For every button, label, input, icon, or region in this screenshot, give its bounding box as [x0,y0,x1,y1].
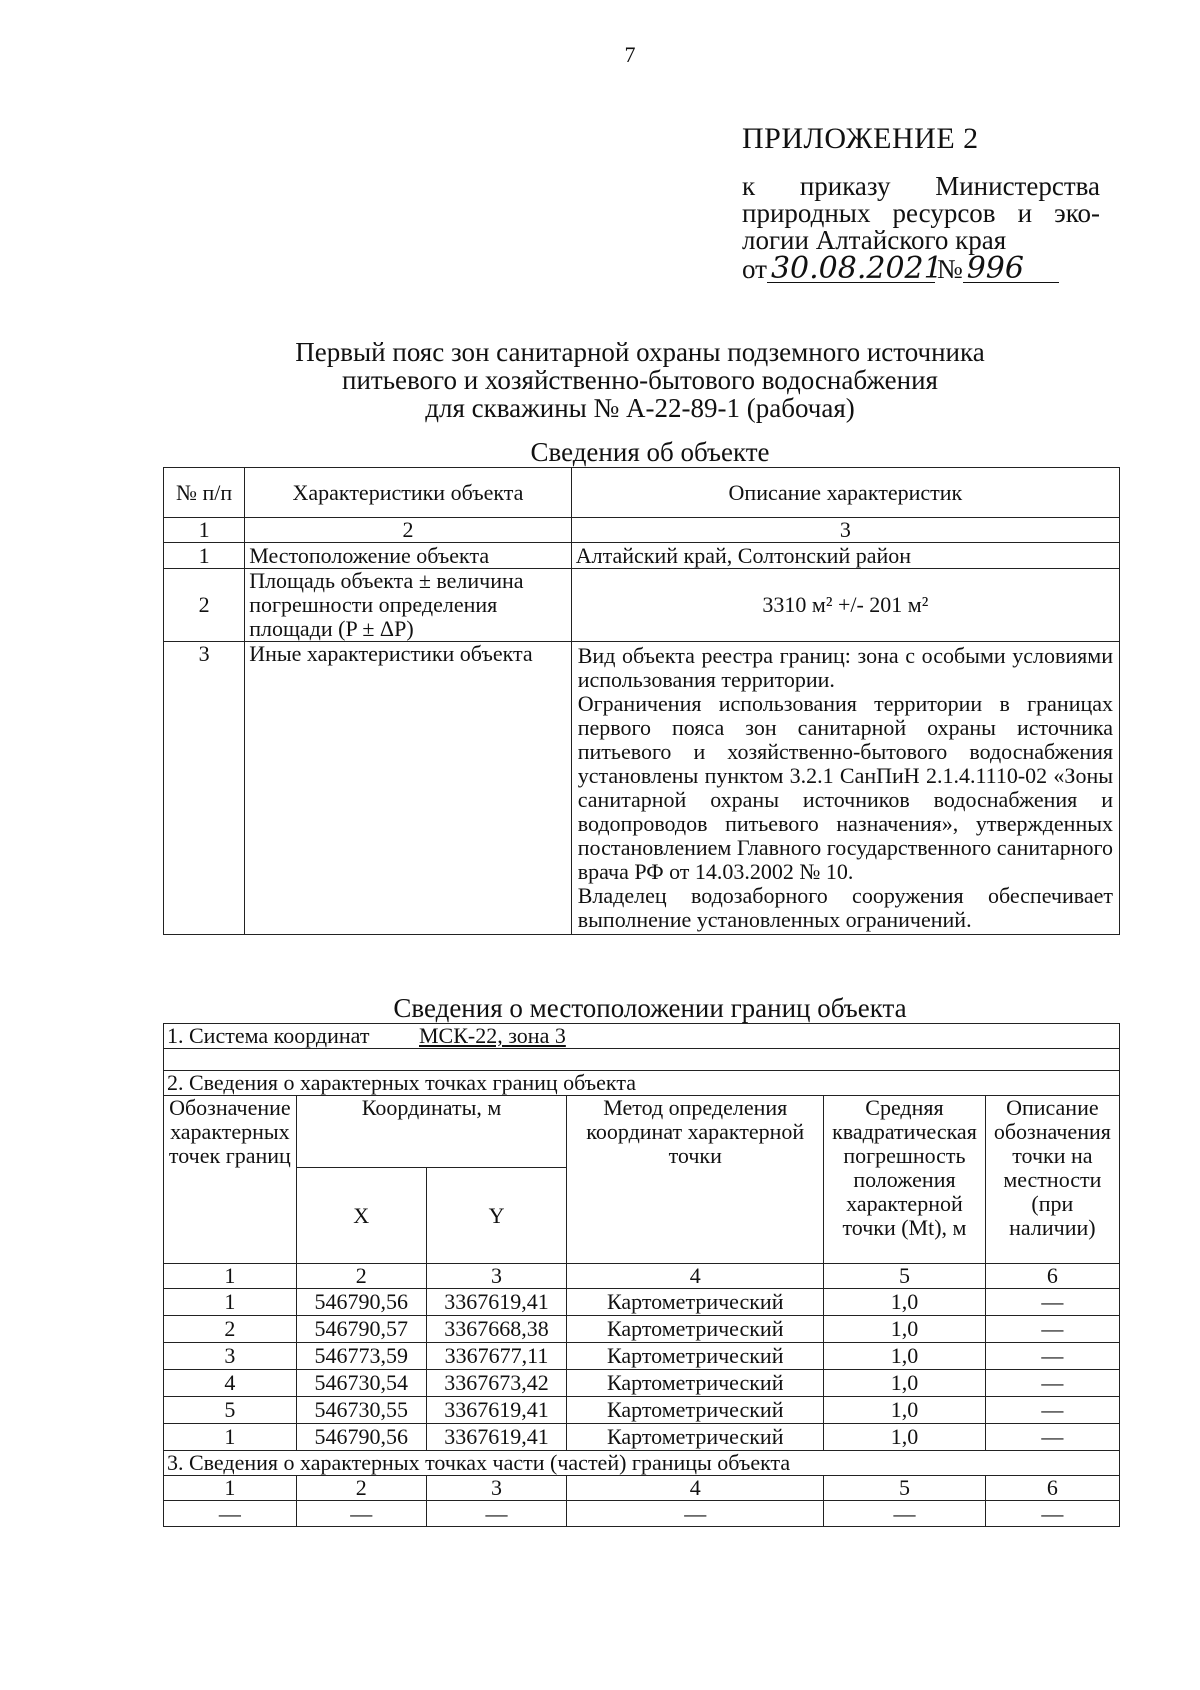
coordinate-system [164,1024,1120,1049]
point-y: 3367619,41 [426,1424,567,1451]
row-number: 3 [164,642,245,935]
section3-cell: — [164,1501,297,1527]
point-description: — [985,1370,1119,1397]
document-title [180,338,1100,422]
point-description: — [985,1316,1119,1343]
point-error: 1,0 [824,1289,986,1316]
point-y: 3367677,11 [426,1343,567,1370]
col-number: 5 [824,1476,986,1501]
handwritten-date: 30.08.2021 [767,256,935,283]
page-number: 7 [624,42,636,67]
col-number: 6 [985,1476,1119,1501]
table-row [164,569,1120,642]
row-characteristic: Иные характеристики объекта [245,642,572,935]
header-x: X [296,1168,426,1264]
date-prefix: от [742,254,767,284]
object-info-caption: Сведения об объекте [530,437,770,467]
appendix-title: ПРИЛОЖЕНИЕ 2 [742,122,979,155]
col-number: 1 [164,518,245,543]
title-line: Первый пояс зон санитарной охраны подземного источника [295,337,985,367]
point-description: — [985,1397,1119,1424]
description-paragraph: Вид объекта реестра границ: зона с особыми условиями использования территории. [577,643,1113,692]
point-id: 2 [164,1316,297,1343]
number-prefix: № [936,254,963,284]
table-row [164,1343,1120,1370]
point-method: Картометрический [567,1289,824,1316]
point-x: 546790,56 [296,1289,426,1316]
point-description: — [985,1343,1119,1370]
table-row [164,1397,1120,1424]
order-line: к приказу Министерства [742,171,1100,201]
point-method: Картометрический [567,1316,824,1343]
boundaries-caption: Сведения о местоположении границ объекта [393,993,907,1023]
col-number: 3 [426,1476,567,1501]
point-id: 3 [164,1343,297,1370]
order-line: логии Алтайского края [742,225,1007,255]
point-error: 1,0 [824,1316,986,1343]
point-x: 546790,56 [296,1424,426,1451]
point-y: 3367619,41 [426,1289,567,1316]
header-error: Средняя квадратическая погрешность положения характерной точки (Mt), м [824,1096,986,1264]
col-number: 1 [164,1476,297,1501]
header-characteristic: Характеристики объекта [245,468,572,518]
point-x: 546790,57 [296,1316,426,1343]
col-number: 2 [296,1264,426,1289]
table-row [164,543,1120,569]
point-method: Картометрический [567,1397,824,1424]
title-line: питьевого и хозяйственно-бытового водоснабжения [342,365,938,395]
row-value [571,642,1119,935]
empty-row [164,1049,1120,1071]
row-number: 1 [164,543,245,569]
point-x: 546730,55 [296,1397,426,1424]
point-method: Картометрический [567,1343,824,1370]
point-method: Картометрический [567,1424,824,1451]
table-row [164,1501,1120,1527]
point-description: — [985,1424,1119,1451]
point-y: 3367619,41 [426,1397,567,1424]
header-description: Описание обозначения точки на местности (при наличии) [985,1096,1119,1264]
section3-cell: — [824,1501,986,1527]
point-x: 546773,59 [296,1343,426,1370]
section3-cell: — [985,1501,1119,1527]
col-number: 2 [245,518,572,543]
point-method: Картометрический [567,1370,824,1397]
table-row [164,1289,1120,1316]
order-reference [742,171,1100,286]
table-row [164,642,1120,935]
col-number: 4 [567,1264,824,1289]
order-line: природных ресурсов и эко- [742,198,1100,228]
point-error: 1,0 [824,1397,986,1424]
row-characteristic: Площадь объекта ± величина погрешности определения площади (P ± ΔP) [245,569,572,642]
row-characteristic: Местоположение объекта [245,543,572,569]
point-error: 1,0 [824,1343,986,1370]
col-number: 2 [296,1476,426,1501]
header-method: Метод определения координат характерной точки [567,1096,824,1264]
table-row [164,1370,1120,1397]
point-y: 3367668,38 [426,1316,567,1343]
section3-title: 3. Сведения о характерных точках части (частей) границы объекта [164,1451,1120,1476]
coordinate-system-label: 1. Система координат [167,1023,370,1048]
order-date-number [742,251,1100,286]
header-coordinates: Координаты, м [296,1096,567,1168]
point-error: 1,0 [824,1424,986,1451]
col-number: 4 [567,1476,824,1501]
coordinate-system-value: МСК-22, зона 3 [419,1023,566,1048]
header-y: Y [426,1168,567,1264]
table-row [164,1424,1120,1451]
point-id: 1 [164,1289,297,1316]
boundaries-table [163,1023,1120,1527]
point-id: 5 [164,1397,297,1424]
header-designation: Обозначение характерных точек границ [164,1096,297,1264]
table-row [164,1316,1120,1343]
object-info-table [163,467,1120,935]
description-paragraph: Владелец водозаборного сооружения обеспечивает выполнение установленных ограничений. [577,883,1113,932]
point-error: 1,0 [824,1370,986,1397]
header-description: Описание характеристик [571,468,1119,518]
col-number: 5 [824,1264,986,1289]
point-id: 4 [164,1370,297,1397]
point-x: 546730,54 [296,1370,426,1397]
col-number: 1 [164,1264,297,1289]
point-y: 3367673,42 [426,1370,567,1397]
point-description: — [985,1289,1119,1316]
header-number: № п/п [164,468,245,518]
point-id: 1 [164,1424,297,1451]
section3-cell: — [567,1501,824,1527]
row-number: 2 [164,569,245,642]
row-value: Алтайский край, Солтонский район [571,543,1119,569]
row-value: 3310 м² +/- 201 м² [571,569,1119,642]
col-number: 6 [985,1264,1119,1289]
col-number: 3 [426,1264,567,1289]
title-line: для скважины № А-22-89-1 (рабочая) [425,393,855,423]
description-paragraph: Ограничения использования территории в границах первого пояса зон санитарной охраны источника питьевого и хозяйственно-бытового водоснабжения установлены пунктом 3.2.1 СанПиН 2.1.4.1110-02 «Зоны санитарной охраны источников водоснабжения и водопроводов питьевого назначения», утвержденных постановлением Главного государственного санитарного врача РФ от 14.03.2002 № 10. [577,691,1114,884]
section3-cell: — [426,1501,567,1527]
handwritten-number: 996 [963,256,1059,283]
col-number: 3 [571,518,1119,543]
section2-title: 2. Сведения о характерных точках границ объекта [164,1071,1120,1096]
section3-cell: — [296,1501,426,1527]
